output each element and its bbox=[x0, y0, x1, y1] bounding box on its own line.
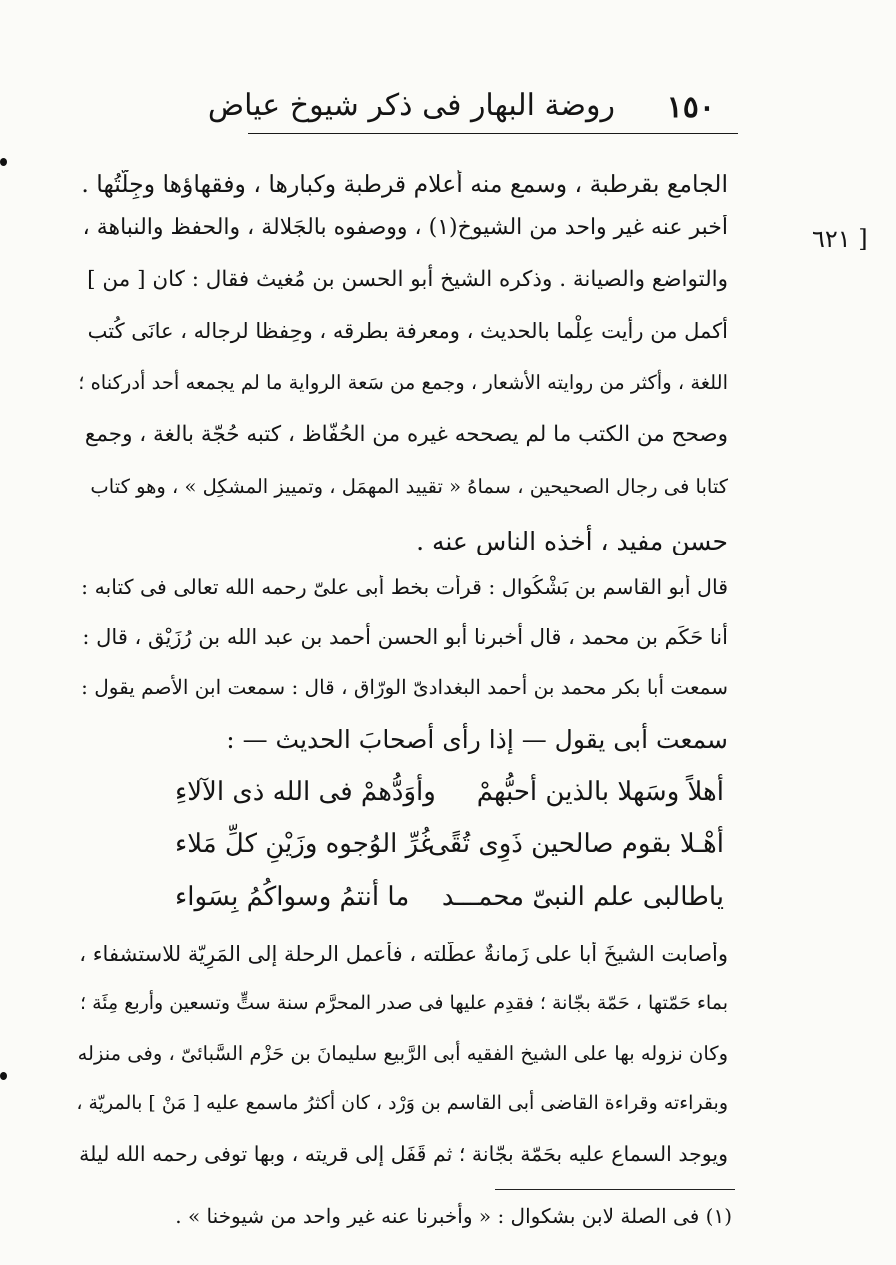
text-line: أنا حَكَم بن محمد ، قال أخبرنا أبو الحسن أحمد بن عبد الله بن رُزَيْق ، قال : bbox=[82, 625, 728, 649]
text-line: وأصابت الشيخَ أبا على زَمانةٌ عطّلته ، فأعمل الرحلة إلى المَرِيّة للاستشفاء ، bbox=[79, 942, 728, 966]
text-line: سمعت أبى يقول — إذا رأى أصحابَ الحديث — : bbox=[226, 725, 728, 754]
header-rule bbox=[248, 133, 738, 134]
poem-hemistich-right: ياطالبى علم النبىّ محمـــد bbox=[441, 882, 724, 912]
text-line: والتواضع والصيانة . وذكره الشيخ أبو الحسن بن مُغيث فقال : كان [ من ] bbox=[87, 267, 728, 292]
margin-mark bbox=[0, 1072, 7, 1080]
text-line: الجامع بقرطبة ، وسمع منه أعلام قرطبة وكبارها ، وفقهاؤها وجِلّتُها . bbox=[81, 170, 728, 198]
text-line: قال أبو القاسم بن بَشْكُوال : قرأت بخط أبى علىّ رحمه الله تعالى فى كتابه : bbox=[81, 575, 728, 599]
poem-hemistich-left: ما أنتمُ وسواكُمُ بِسَواء bbox=[175, 882, 410, 912]
text-line: أخبر عنه غير واحد من الشيوخ(١) ، ووصفوه بالجَلالة ، والحفظ والنباهة ، bbox=[82, 215, 728, 240]
text-line: كتابا فى رجال الصحيحين ، سماهُ « تقييد المهمَل ، وتمييز المشكِل » ، وهو كتاب bbox=[90, 475, 728, 498]
margin-mark bbox=[0, 158, 7, 166]
paragraph-3 bbox=[76, 575, 728, 775]
paragraph-2 bbox=[76, 215, 728, 555]
margin-reference: [ ٦٢١ bbox=[812, 225, 868, 253]
poem-hemistich-left: غُرِّ الوُجوه وزَيْنِ كلِّ مَلاء bbox=[175, 829, 434, 859]
footnote: (١) فى الصلة لابن بشكوال : « وأخبرنا عنه غير واحد من شيوخنا » . bbox=[175, 1204, 732, 1228]
text-line: وصحح من الكتب ما لم يصححه غيره من الحُفّاظ ، كتبه حُجّة بالغة ، وجمع bbox=[84, 422, 728, 447]
poem-hemistich-right: أهلاً وسَهلا بالذين أحبُّهمْ bbox=[476, 777, 724, 807]
paragraph-1 bbox=[76, 170, 728, 210]
poem-hemistich-left: وأوَدُّهمْ فى الله ذى الآلاءِ bbox=[175, 777, 436, 807]
text-line: اللغة ، وأكثر من روايته الأشعار ، وجمع من سَعة الرواية ما لم يجمعه أحد أدركناه ؛ bbox=[78, 371, 728, 394]
text-line: وبقراءته وقراءة القاضى أبى القاسم بن وَرْد ، كان أكثرُ ماسمع عليه [ مَنْ ] بالمريّة ، bbox=[76, 1092, 728, 1114]
poem-hemistich-right: أهْـلا بقوم صالحين ذَوِى تُقًى bbox=[428, 829, 724, 859]
page-number: ١٥٠ bbox=[666, 90, 715, 125]
running-title: روضة البهار فى ذكر شيوخ عياض bbox=[207, 88, 615, 123]
page-header bbox=[207, 86, 715, 134]
footnote-rule bbox=[495, 1189, 735, 1190]
text-line: سمعت أبا بكر محمد بن أحمد البغدادىّ الورّاق ، قال : سمعت ابن الأصم يقول : bbox=[81, 675, 728, 699]
text-line: أكمل من رأيت عِلْما بالحديث ، ومعرفة بطرقه ، وحِفظا لرجاله ، عانَى كُتب bbox=[87, 319, 728, 343]
paragraph-4 bbox=[76, 942, 728, 1182]
text-line: وكان نزوله بها على الشيخ الفقيه أبى الرَّبيع سليمانَ بن حَزْم السَّبائىّ ، وفى منزله bbox=[77, 1042, 728, 1065]
text-line: بماء حَمّتها ، حَمّة بجّانة ؛ فقدِم عليها فى صدر المحرَّم سنة ستٍّ وتسعين وأربع مِئَة ؛ bbox=[79, 992, 728, 1014]
text-line: حسن مفيد ، أخذه الناس عنه . bbox=[416, 527, 728, 555]
text-line: ويوجد السماع عليه بحَمّة بجّانة ؛ ثم قَفَل إلى قريته ، وبها توفى رحمه الله ليلة bbox=[79, 1142, 728, 1166]
